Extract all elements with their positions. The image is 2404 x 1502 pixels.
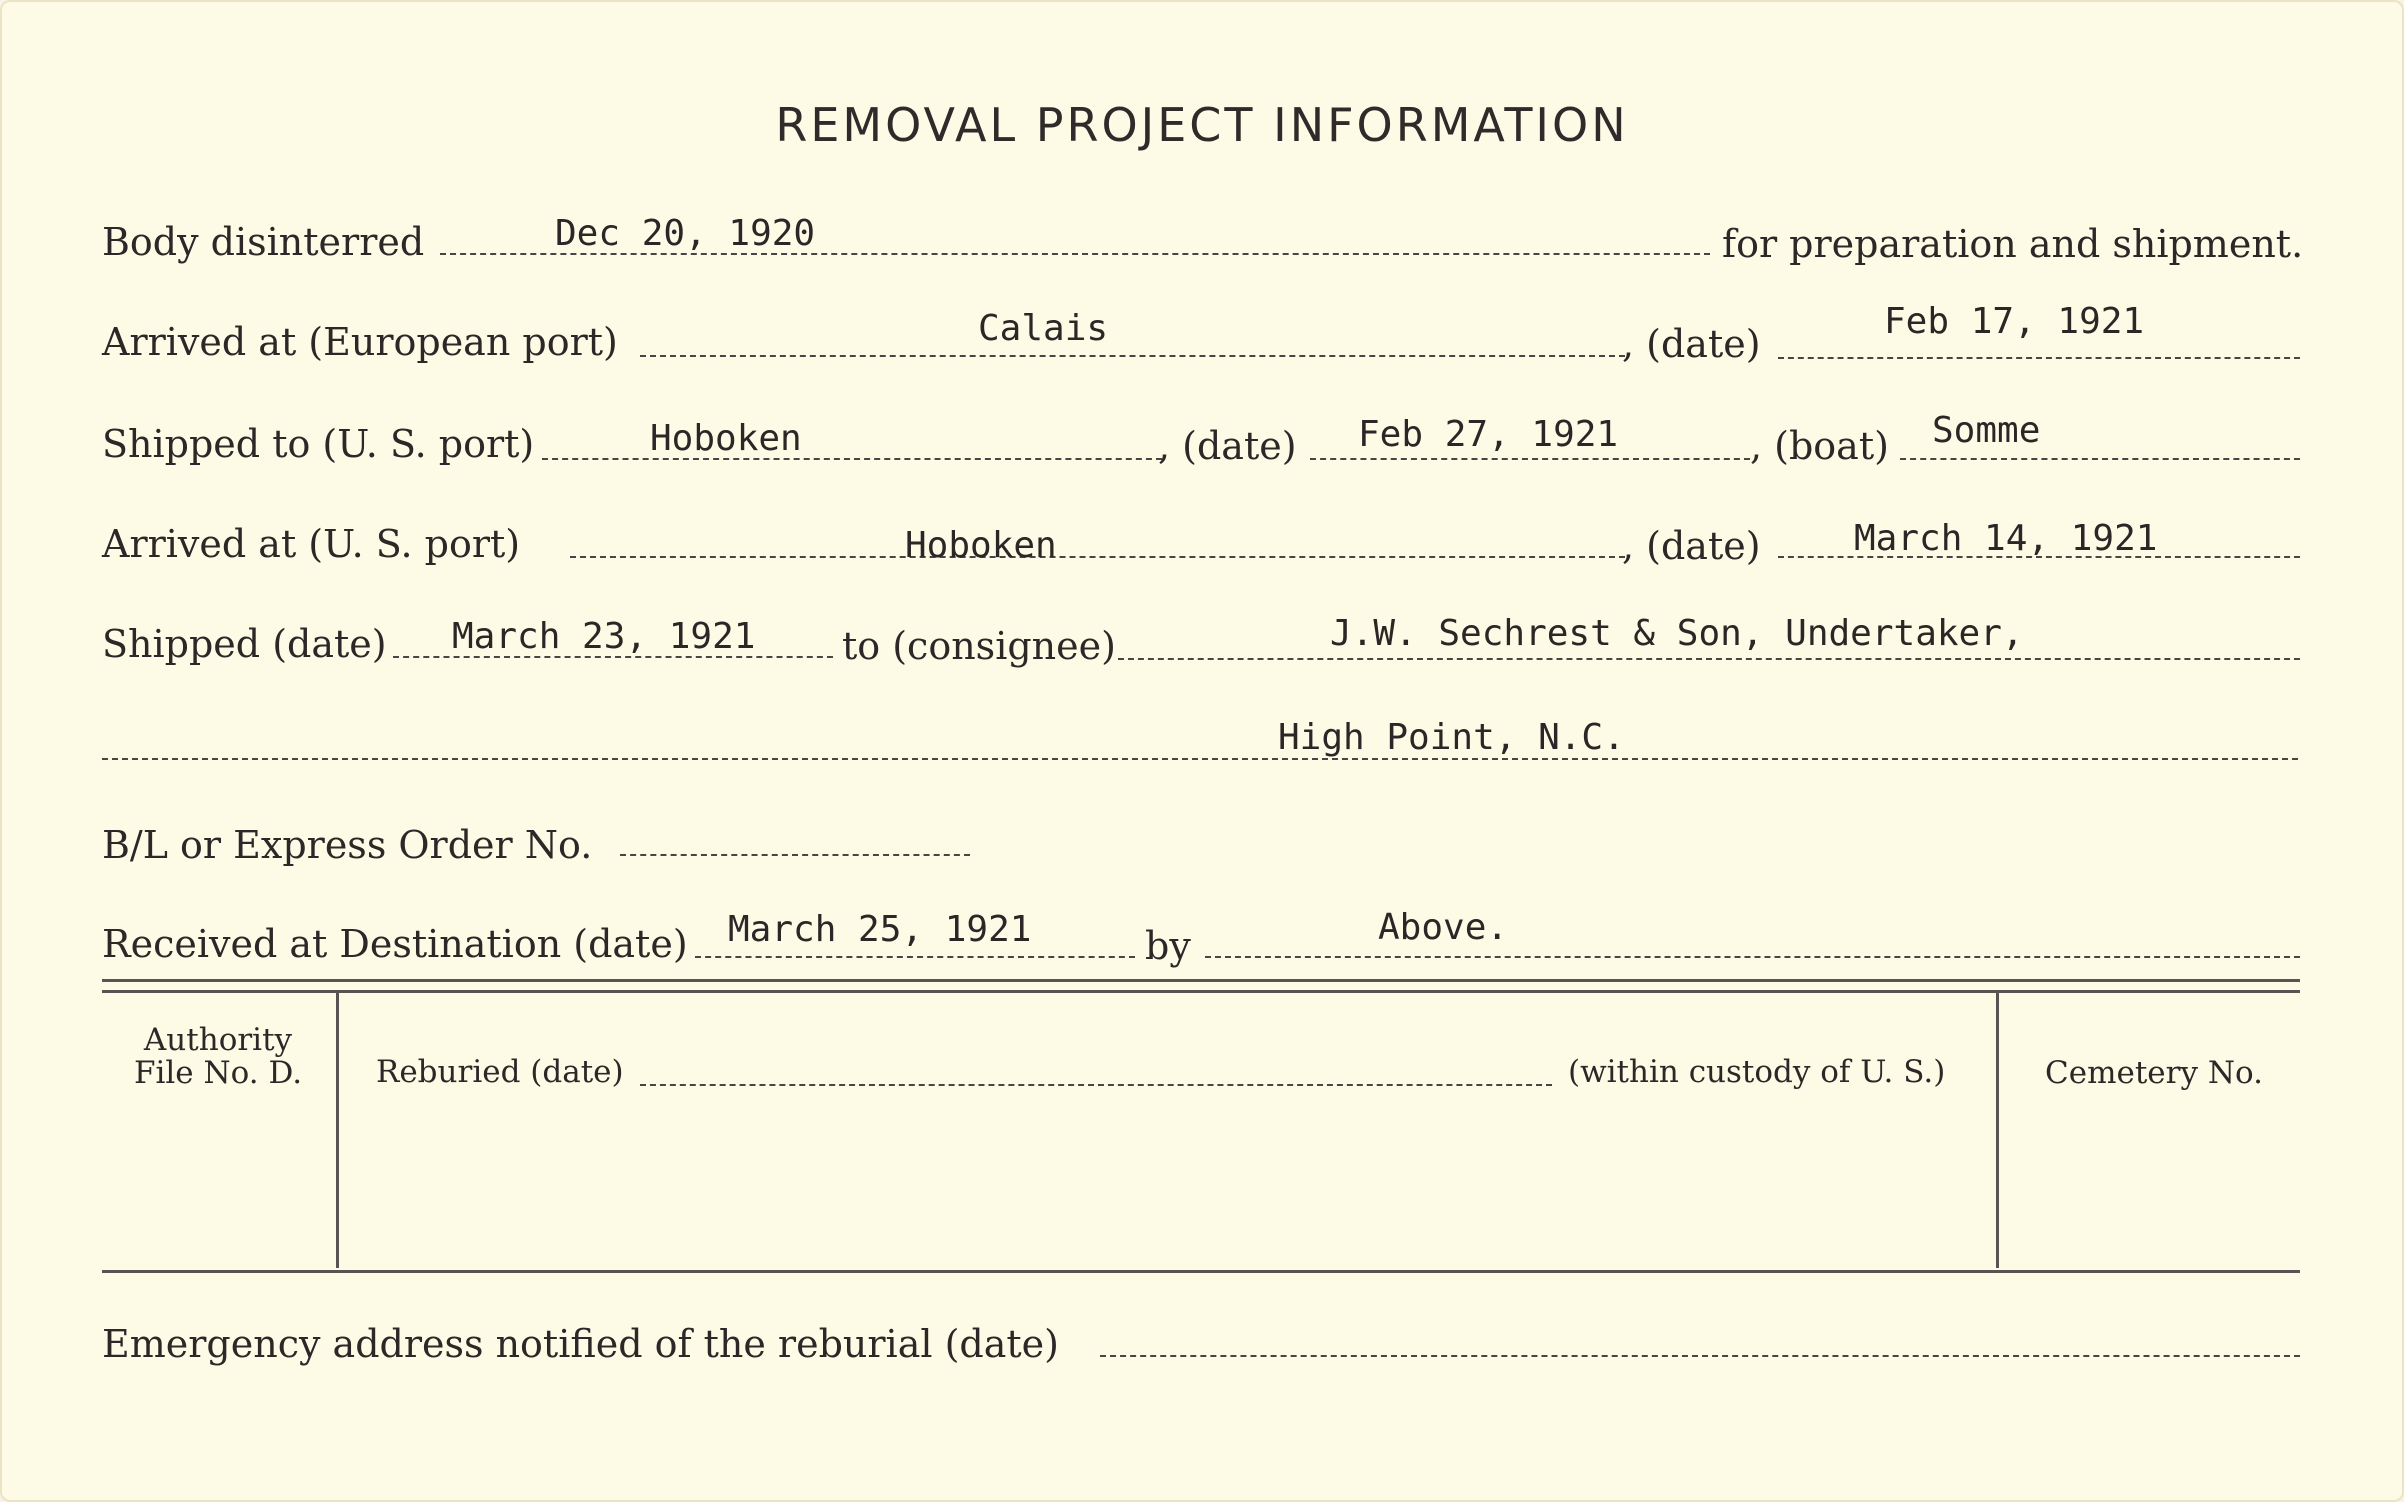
disinterred-value: Dec 20, 1920 <box>555 213 816 254</box>
emergency-line <box>1100 1355 2300 1357</box>
arrived-european-line <box>640 355 1625 357</box>
shipped-us-date-line <box>1310 458 1750 460</box>
arrived-us-date-value: March 14, 1921 <box>1854 518 2158 559</box>
authority-label-line1: Authority <box>143 1022 293 1058</box>
consignee-line <box>1118 658 2300 660</box>
received-by-value: Above. <box>1378 907 1509 948</box>
consignee-label: to (consignee) <box>842 624 1116 668</box>
emergency-label: Emergency address notified of the reburial (date) <box>102 1322 1059 1366</box>
box-divider-right <box>1996 993 1999 1268</box>
divider-top <box>102 979 2300 982</box>
consignee-line-2 <box>102 758 2298 760</box>
arrived-european-value: Calais <box>978 308 1109 349</box>
reburied-line <box>640 1084 1552 1086</box>
shipped-us-label: Shipped to (U. S. port) <box>102 422 535 466</box>
page-title: REMOVAL PROJECT INFORMATION <box>775 98 1629 152</box>
divider-bottom <box>102 1270 2300 1273</box>
disinterred-label: Body disinterred <box>102 220 425 264</box>
bl-label: B/L or Express Order No. <box>102 823 593 867</box>
box-divider-left <box>336 993 339 1268</box>
bl-line <box>620 854 970 856</box>
cemetery-label: Cemetery No. <box>2045 1055 2263 1091</box>
shipped-date-label: Shipped (date) <box>102 622 387 666</box>
arrived-european-date-label: , (date) <box>1622 322 1761 366</box>
arrived-european-label: Arrived at (European port) <box>102 320 618 364</box>
authority-label-line2: File No. D. <box>133 1055 303 1091</box>
divider-top-2 <box>102 990 2300 993</box>
reburied-label: Reburied (date) <box>376 1054 624 1090</box>
received-by-line <box>1205 956 2300 958</box>
shipped-us-boat-value: Somme <box>1932 410 2041 451</box>
received-label: Received at Destination (date) <box>102 922 688 966</box>
shipped-us-boat-label: , (boat) <box>1750 424 1889 468</box>
arrived-us-line <box>570 556 1625 558</box>
consignee-value-line2: High Point, N.C. <box>1278 717 1625 758</box>
shipped-us-line <box>542 458 1162 460</box>
shipped-date-value: March 23, 1921 <box>452 616 756 657</box>
received-value: March 25, 1921 <box>728 909 1032 950</box>
arrived-us-value: Hoboken <box>905 525 1057 566</box>
arrived-european-date-value: Feb 17, 1921 <box>1884 301 2145 342</box>
shipped-us-date-label: , (date) <box>1158 424 1297 468</box>
arrived-european-date-line <box>1778 357 2300 359</box>
shipped-us-value: Hoboken <box>650 418 802 459</box>
disinterred-suffix: for preparation and shipment. <box>1722 222 2304 266</box>
shipped-us-date-value: Feb 27, 1921 <box>1358 414 1619 455</box>
shipped-us-boat-line <box>1900 458 2300 460</box>
arrived-us-date-label: , (date) <box>1622 524 1761 568</box>
arrived-us-label: Arrived at (U. S. port) <box>102 522 521 566</box>
consignee-value: J.W. Sechrest & Son, Undertaker, <box>1330 613 2024 654</box>
received-line <box>695 956 1135 958</box>
custody-label: (within custody of U. S.) <box>1568 1054 1946 1090</box>
received-by-label: by <box>1145 924 1191 968</box>
